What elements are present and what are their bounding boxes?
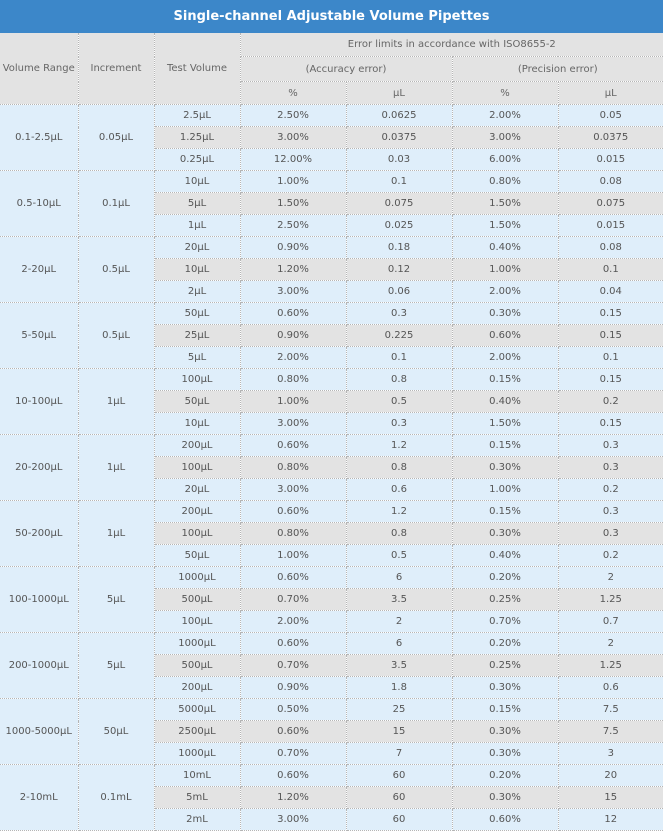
volume-range-cell: 200-1000μL [0,633,78,699]
col-header-accuracy-pct: % [240,82,346,105]
precision-ul-cell: 2 [558,567,663,589]
accuracy-pct-cell: 3.00% [240,413,346,435]
test-volume-cell: 200μL [154,501,240,523]
accuracy-pct-cell: 0.60% [240,765,346,787]
table-row [0,633,663,655]
test-volume-cell: 100μL [154,457,240,479]
precision-pct-cell: 0.15% [452,501,558,523]
test-volume-cell: 2.5μL [154,105,240,127]
accuracy-pct-cell: 0.70% [240,655,346,677]
precision-ul-cell: 0.015 [558,149,663,171]
accuracy-pct-cell: 0.60% [240,633,346,655]
accuracy-pct-cell: 0.60% [240,303,346,325]
increment-cell: 1μL [78,501,154,567]
accuracy-pct-cell: 2.50% [240,105,346,127]
accuracy-pct-cell: 2.00% [240,611,346,633]
accuracy-ul-cell: 0.3 [346,413,452,435]
test-volume-cell: 1000μL [154,567,240,589]
volume-range-cell: 2-10mL [0,765,78,831]
accuracy-ul-cell: 0.1 [346,171,452,193]
col-header-error-limits: Error limits in accordance with ISO8655-2 [240,33,663,57]
accuracy-pct-cell: 0.70% [240,589,346,611]
accuracy-pct-cell: 0.70% [240,743,346,765]
accuracy-pct-cell: 1.20% [240,787,346,809]
precision-ul-cell: 0.15 [558,369,663,391]
accuracy-ul-cell: 0.03 [346,149,452,171]
precision-ul-cell: 1.25 [558,589,663,611]
precision-ul-cell: 0.3 [558,435,663,457]
accuracy-ul-cell: 0.025 [346,215,452,237]
test-volume-cell: 20μL [154,237,240,259]
test-volume-cell: 1000μL [154,743,240,765]
precision-ul-cell: 0.7 [558,611,663,633]
precision-ul-cell: 2 [558,633,663,655]
precision-ul-cell: 0.05 [558,105,663,127]
precision-pct-cell: 0.70% [452,611,558,633]
col-header-precision: (Precision error) [452,57,663,82]
volume-range-cell: 0.5-10μL [0,171,78,237]
accuracy-ul-cell: 0.075 [346,193,452,215]
test-volume-cell: 0.25μL [154,149,240,171]
precision-pct-cell: 2.00% [452,281,558,303]
volume-range-cell: 5-50μL [0,303,78,369]
accuracy-ul-cell: 60 [346,787,452,809]
increment-cell: 0.5μL [78,237,154,303]
accuracy-ul-cell: 7 [346,743,452,765]
precision-pct-cell: 0.30% [452,677,558,699]
col-header-accuracy-ul: μL [346,82,452,105]
test-volume-cell: 10μL [154,413,240,435]
table-row [0,699,663,721]
table-body [0,105,663,831]
accuracy-pct-cell: 3.00% [240,281,346,303]
accuracy-pct-cell: 2.50% [240,215,346,237]
accuracy-pct-cell: 0.60% [240,721,346,743]
precision-pct-cell: 0.30% [452,523,558,545]
precision-pct-cell: 3.00% [452,127,558,149]
accuracy-pct-cell: 0.80% [240,369,346,391]
accuracy-ul-cell: 0.8 [346,523,452,545]
table-row [0,435,663,457]
accuracy-pct-cell: 2.00% [240,347,346,369]
precision-pct-cell: 0.30% [452,743,558,765]
precision-pct-cell: 0.30% [452,457,558,479]
increment-cell: 0.5μL [78,303,154,369]
precision-ul-cell: 0.2 [558,545,663,567]
test-volume-cell: 10μL [154,259,240,281]
increment-cell: 5μL [78,567,154,633]
test-volume-cell: 100μL [154,369,240,391]
accuracy-pct-cell: 0.80% [240,523,346,545]
precision-ul-cell: 0.0375 [558,127,663,149]
accuracy-ul-cell: 0.18 [346,237,452,259]
precision-ul-cell: 0.08 [558,237,663,259]
test-volume-cell: 50μL [154,391,240,413]
volume-range-cell: 10-100μL [0,369,78,435]
col-header-test-volume: Test Volume [154,33,240,105]
pipette-spec-table [0,33,663,831]
accuracy-ul-cell: 25 [346,699,452,721]
accuracy-pct-cell: 1.00% [240,545,346,567]
increment-cell: 0.1μL [78,171,154,237]
precision-pct-cell: 0.15% [452,699,558,721]
precision-ul-cell: 0.3 [558,501,663,523]
test-volume-cell: 2μL [154,281,240,303]
precision-pct-cell: 0.80% [452,171,558,193]
accuracy-pct-cell: 0.80% [240,457,346,479]
accuracy-ul-cell: 0.5 [346,391,452,413]
precision-pct-cell: 0.30% [452,303,558,325]
accuracy-ul-cell: 0.8 [346,369,452,391]
accuracy-pct-cell: 3.00% [240,479,346,501]
precision-ul-cell: 0.6 [558,677,663,699]
volume-range-cell: 20-200μL [0,435,78,501]
test-volume-cell: 200μL [154,677,240,699]
precision-pct-cell: 6.00% [452,149,558,171]
accuracy-ul-cell: 0.0375 [346,127,452,149]
precision-pct-cell: 0.30% [452,787,558,809]
accuracy-ul-cell: 6 [346,567,452,589]
accuracy-pct-cell: 1.00% [240,171,346,193]
precision-ul-cell: 0.2 [558,391,663,413]
accuracy-pct-cell: 0.90% [240,237,346,259]
accuracy-ul-cell: 60 [346,765,452,787]
accuracy-ul-cell: 6 [346,633,452,655]
test-volume-cell: 50μL [154,303,240,325]
precision-pct-cell: 0.25% [452,655,558,677]
precision-ul-cell: 0.1 [558,259,663,281]
precision-ul-cell: 0.08 [558,171,663,193]
accuracy-pct-cell: 1.00% [240,391,346,413]
test-volume-cell: 200μL [154,435,240,457]
col-header-volume-range: Volume Range [0,33,78,105]
precision-ul-cell: 3 [558,743,663,765]
accuracy-ul-cell: 1.8 [346,677,452,699]
accuracy-pct-cell: 3.00% [240,809,346,831]
accuracy-pct-cell: 1.20% [240,259,346,281]
accuracy-ul-cell: 1.2 [346,501,452,523]
table-row [0,765,663,787]
accuracy-ul-cell: 0.06 [346,281,452,303]
precision-pct-cell: 1.50% [452,193,558,215]
precision-pct-cell: 0.40% [452,391,558,413]
table-row [0,171,663,193]
increment-cell: 5μL [78,633,154,699]
precision-pct-cell: 0.40% [452,545,558,567]
test-volume-cell: 5μL [154,347,240,369]
accuracy-ul-cell: 3.5 [346,655,452,677]
test-volume-cell: 25μL [154,325,240,347]
accuracy-ul-cell: 0.1 [346,347,452,369]
precision-ul-cell: 0.15 [558,303,663,325]
test-volume-cell: 5μL [154,193,240,215]
accuracy-pct-cell: 12.00% [240,149,346,171]
volume-range-cell: 100-1000μL [0,567,78,633]
test-volume-cell: 50μL [154,545,240,567]
test-volume-cell: 100μL [154,523,240,545]
test-volume-cell: 2mL [154,809,240,831]
precision-pct-cell: 0.20% [452,633,558,655]
accuracy-ul-cell: 0.8 [346,457,452,479]
precision-ul-cell: 0.075 [558,193,663,215]
volume-range-cell: 0.1-2.5μL [0,105,78,171]
accuracy-ul-cell: 0.0625 [346,105,452,127]
precision-pct-cell: 0.25% [452,589,558,611]
increment-cell: 0.1mL [78,765,154,831]
precision-pct-cell: 2.00% [452,105,558,127]
volume-range-cell: 1000-5000μL [0,699,78,765]
precision-ul-cell: 0.15 [558,413,663,435]
precision-ul-cell: 7.5 [558,721,663,743]
table-row [0,567,663,589]
precision-pct-cell: 0.20% [452,567,558,589]
accuracy-ul-cell: 0.225 [346,325,452,347]
test-volume-cell: 100μL [154,611,240,633]
test-volume-cell: 500μL [154,589,240,611]
precision-pct-cell: 0.30% [452,721,558,743]
accuracy-pct-cell: 1.50% [240,193,346,215]
test-volume-cell: 1.25μL [154,127,240,149]
volume-range-cell: 50-200μL [0,501,78,567]
accuracy-pct-cell: 0.90% [240,677,346,699]
precision-ul-cell: 0.3 [558,523,663,545]
precision-pct-cell: 0.15% [452,435,558,457]
test-volume-cell: 500μL [154,655,240,677]
test-volume-cell: 1μL [154,215,240,237]
precision-ul-cell: 0.15 [558,325,663,347]
precision-ul-cell: 0.1 [558,347,663,369]
test-volume-cell: 1000μL [154,633,240,655]
col-header-increment: Increment [78,33,154,105]
table-row [0,105,663,127]
precision-ul-cell: 12 [558,809,663,831]
accuracy-ul-cell: 15 [346,721,452,743]
precision-pct-cell: 1.50% [452,413,558,435]
precision-ul-cell: 1.25 [558,655,663,677]
accuracy-ul-cell: 0.5 [346,545,452,567]
col-header-accuracy: (Accuracy error) [240,57,452,82]
precision-pct-cell: 1.00% [452,259,558,281]
accuracy-pct-cell: 0.90% [240,325,346,347]
accuracy-pct-cell: 3.00% [240,127,346,149]
precision-ul-cell: 15 [558,787,663,809]
precision-pct-cell: 2.00% [452,347,558,369]
increment-cell: 1μL [78,435,154,501]
accuracy-ul-cell: 0.12 [346,259,452,281]
precision-pct-cell: 0.40% [452,237,558,259]
precision-pct-cell: 0.15% [452,369,558,391]
precision-ul-cell: 0.04 [558,281,663,303]
accuracy-ul-cell: 60 [346,809,452,831]
accuracy-pct-cell: 0.60% [240,501,346,523]
test-volume-cell: 2500μL [154,721,240,743]
test-volume-cell: 5mL [154,787,240,809]
table-row [0,501,663,523]
col-header-precision-ul: μL [558,82,663,105]
accuracy-ul-cell: 3.5 [346,589,452,611]
precision-ul-cell: 7.5 [558,699,663,721]
col-header-precision-pct: % [452,82,558,105]
precision-ul-cell: 0.2 [558,479,663,501]
accuracy-ul-cell: 0.3 [346,303,452,325]
precision-ul-cell: 20 [558,765,663,787]
increment-cell: 1μL [78,369,154,435]
precision-pct-cell: 0.60% [452,325,558,347]
test-volume-cell: 5000μL [154,699,240,721]
test-volume-cell: 10mL [154,765,240,787]
precision-pct-cell: 1.00% [452,479,558,501]
accuracy-ul-cell: 2 [346,611,452,633]
table-row [0,237,663,259]
accuracy-pct-cell: 0.50% [240,699,346,721]
precision-pct-cell: 0.20% [452,765,558,787]
precision-ul-cell: 0.3 [558,457,663,479]
accuracy-ul-cell: 1.2 [346,435,452,457]
precision-pct-cell: 1.50% [452,215,558,237]
increment-cell: 50μL [78,699,154,765]
accuracy-ul-cell: 0.6 [346,479,452,501]
table-row [0,303,663,325]
table-row [0,369,663,391]
accuracy-pct-cell: 0.60% [240,567,346,589]
volume-range-cell: 2-20μL [0,237,78,303]
increment-cell: 0.05μL [78,105,154,171]
table-title: Single-channel Adjustable Volume Pipettes [0,0,663,33]
accuracy-pct-cell: 0.60% [240,435,346,457]
precision-pct-cell: 0.60% [452,809,558,831]
test-volume-cell: 20μL [154,479,240,501]
precision-ul-cell: 0.015 [558,215,663,237]
test-volume-cell: 10μL [154,171,240,193]
